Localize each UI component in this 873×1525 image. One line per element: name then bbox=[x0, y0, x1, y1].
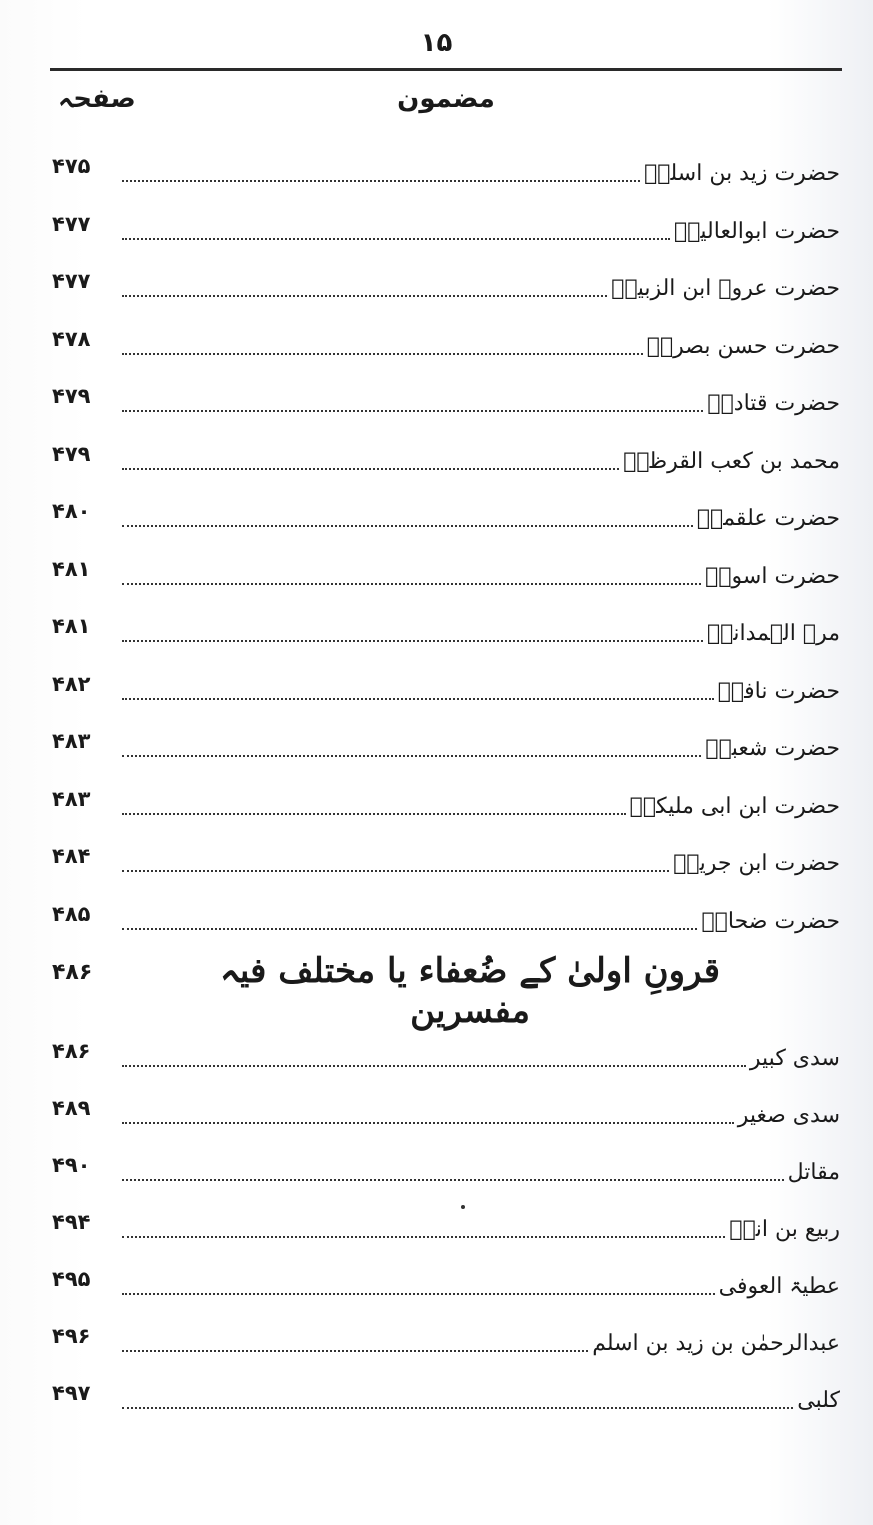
entry-line bbox=[122, 1385, 840, 1415]
toc-entry bbox=[50, 898, 840, 938]
toc-entry bbox=[50, 725, 840, 765]
entry-page-number: ۴۸۵ bbox=[52, 901, 91, 926]
entry-line bbox=[122, 158, 840, 188]
toc-entry bbox=[50, 1149, 840, 1189]
entry-title: سدی کبیر bbox=[749, 1046, 840, 1071]
entry-page-number: ۴۸۱ bbox=[52, 614, 91, 638]
entry-title: مرۃ الہمدانیؒ bbox=[706, 621, 840, 646]
dot-leader bbox=[122, 582, 701, 585]
entry-title: حضرت نافعؒ bbox=[717, 678, 840, 704]
entry-title: عبدالرحمٰن بن زید بن اسلم bbox=[592, 1331, 840, 1356]
entry-line bbox=[122, 1328, 840, 1358]
toc-entry bbox=[50, 1206, 840, 1246]
dot-leader bbox=[122, 1235, 725, 1238]
entry-title: حضرت عروۃ ابن الزبیرؒ bbox=[611, 276, 840, 301]
toc-entry bbox=[50, 668, 840, 708]
toc-entry bbox=[50, 1377, 840, 1417]
entry-page-number: ۴۷۷ bbox=[52, 269, 91, 293]
entry-title: حضرت قتادہؒ bbox=[707, 391, 840, 416]
entry-line bbox=[122, 216, 840, 246]
entry-title: حضرت ابوالعالیہؒ bbox=[674, 218, 840, 244]
dot-leader bbox=[122, 409, 703, 412]
entry-line bbox=[122, 446, 840, 476]
entry-title: حضرت ابن جریجؒ bbox=[673, 851, 840, 876]
toc-entry bbox=[50, 1320, 840, 1360]
entry-title: سدی صغیر bbox=[737, 1103, 840, 1128]
entry-line bbox=[122, 733, 840, 763]
entry-page-number: ۴۹۶ bbox=[52, 1324, 91, 1348]
entry-page-number: ۴۸۶ bbox=[52, 1039, 91, 1063]
header-rule bbox=[50, 68, 842, 71]
entry-title: ربیع بن انسؒ bbox=[729, 1217, 840, 1242]
entry-page-number: ۴۸۰ bbox=[52, 499, 91, 523]
entry-page-number: ۴۸۳ bbox=[52, 786, 91, 811]
entry-page-number: ۴۹۰ bbox=[52, 1153, 91, 1177]
entry-page-number: ۴۷۷ bbox=[52, 211, 91, 236]
entry-line bbox=[122, 388, 840, 418]
entry-page-number: ۴۸۱ bbox=[52, 556, 91, 581]
entry-line bbox=[122, 1271, 840, 1301]
entry-line bbox=[122, 848, 840, 878]
dot-leader bbox=[122, 697, 714, 700]
entry-page-number: ۴۹۷ bbox=[52, 1381, 91, 1405]
dot-leader bbox=[122, 1121, 734, 1124]
toc-entry bbox=[50, 438, 840, 478]
dot-leader bbox=[122, 754, 701, 757]
dot-leader bbox=[122, 869, 669, 872]
dot-leader bbox=[122, 524, 693, 527]
toc-entry bbox=[50, 208, 840, 248]
entry-line bbox=[122, 791, 840, 821]
toc-entry bbox=[50, 1035, 840, 1075]
dot-leader bbox=[122, 639, 703, 642]
entry-line bbox=[122, 906, 840, 936]
dot-leader bbox=[122, 237, 670, 240]
entry-line bbox=[122, 1157, 840, 1187]
ink-speck bbox=[461, 1205, 465, 1209]
entry-line bbox=[122, 273, 840, 303]
toc-entry bbox=[50, 323, 840, 363]
entry-page-number: ۴۹۴ bbox=[52, 1210, 91, 1234]
toc-entry bbox=[50, 840, 840, 880]
subject-column-heading: مضمون bbox=[397, 84, 495, 114]
entry-page-number: ۴۸۴ bbox=[52, 844, 91, 868]
toc-header bbox=[50, 80, 842, 130]
dot-leader bbox=[122, 1349, 588, 1352]
section-title: قرونِ اولیٰ کے ضُعفاء یا مختلف فیہ مفسرین bbox=[219, 951, 721, 1031]
dot-leader bbox=[122, 467, 619, 470]
entry-title: مقاتل bbox=[787, 1160, 840, 1185]
entry-title: حضرت حسن بصریؒ bbox=[646, 333, 840, 359]
entry-page-number: ۴۷۹ bbox=[52, 384, 91, 408]
dot-leader bbox=[122, 927, 697, 930]
dot-leader bbox=[122, 1292, 715, 1295]
section-heading bbox=[50, 950, 840, 1031]
entry-title: حضرت علقمہؒ bbox=[696, 506, 840, 531]
entry-page-number: ۴۷۹ bbox=[52, 441, 91, 466]
entry-title: کلبی bbox=[797, 1388, 840, 1413]
page-number: ۱۵ bbox=[420, 28, 453, 58]
dot-leader bbox=[122, 1178, 784, 1181]
entry-page-number: ۴۷۸ bbox=[52, 326, 91, 351]
toc-entry bbox=[50, 265, 840, 305]
toc-entry bbox=[50, 610, 840, 650]
toc-entry bbox=[50, 783, 840, 823]
dot-leader bbox=[122, 812, 626, 815]
toc-entry bbox=[50, 553, 840, 593]
entry-title: حضرت اسودؒ bbox=[705, 563, 840, 589]
toc-entry bbox=[50, 380, 840, 420]
entry-title: حضرت شعبیؒ bbox=[705, 736, 840, 761]
entry-title: حضرت ابن ابی ملیکہؒ bbox=[629, 793, 840, 819]
entry-page-number: ۴۸۳ bbox=[52, 729, 91, 753]
entry-line bbox=[122, 331, 840, 361]
toc-entry bbox=[50, 1092, 840, 1132]
entry-line bbox=[122, 1214, 840, 1244]
entry-page-number: ۴۷۵ bbox=[52, 154, 91, 178]
entry-line bbox=[122, 561, 840, 591]
dot-leader bbox=[122, 352, 643, 355]
toc-entry bbox=[50, 495, 840, 535]
entry-line bbox=[122, 503, 840, 533]
entry-title: عطیۃ العوفی bbox=[718, 1274, 840, 1299]
entry-line bbox=[122, 676, 840, 706]
toc-entry bbox=[50, 150, 840, 190]
entry-line bbox=[122, 1043, 840, 1073]
dot-leader bbox=[122, 1064, 746, 1067]
entry-page-number: ۴۹۵ bbox=[52, 1267, 91, 1291]
page-column-heading: صفحہ bbox=[58, 84, 136, 114]
entry-page-number: ۴۸۲ bbox=[52, 671, 91, 696]
entry-title: محمد بن کعب القرظیؒ bbox=[623, 448, 840, 474]
dot-leader bbox=[122, 179, 640, 182]
entry-line bbox=[122, 618, 840, 648]
entry-title: حضرت زید بن اسلمؒ bbox=[644, 161, 840, 186]
dot-leader bbox=[122, 1406, 793, 1409]
entry-title: حضرت ضحاکؒ bbox=[701, 908, 840, 934]
dot-leader bbox=[122, 294, 607, 297]
section-page-number: ۴۸۶ bbox=[52, 960, 93, 985]
entry-page-number: ۴۸۹ bbox=[52, 1096, 91, 1120]
entry-line bbox=[122, 1100, 840, 1130]
toc-entry bbox=[50, 1263, 840, 1303]
